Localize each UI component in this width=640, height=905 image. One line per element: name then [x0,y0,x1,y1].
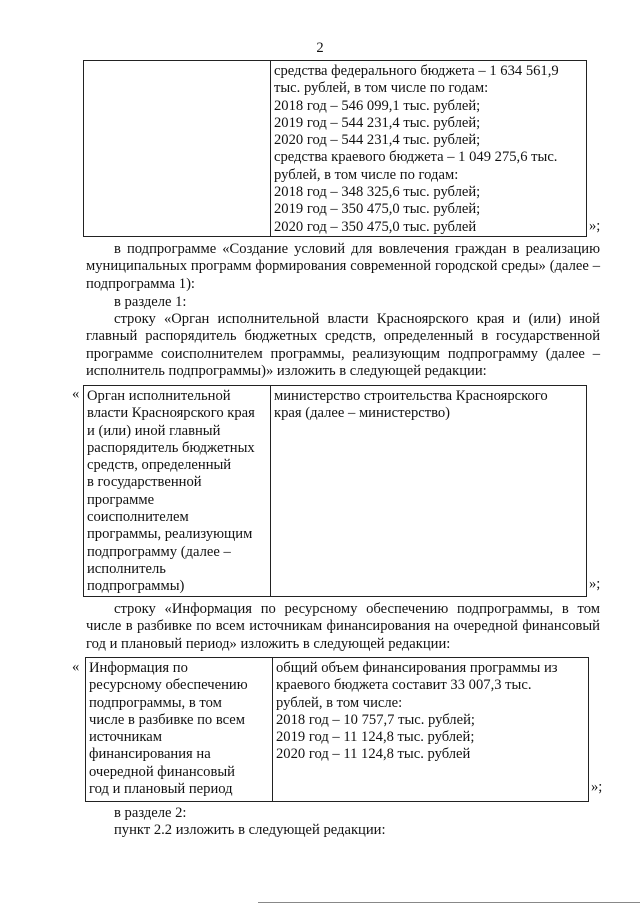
text-line: и (или) иной главный [87,422,221,439]
page-edge-line [258,902,640,903]
paragraph-subprogram: в подпрограмме «Создание условий для вовлечения граждан в реализацию муниципальных программ формирования современной городской среды» (далее – подпрограмма 1): [86,241,600,292]
table-cell-label [86,658,273,802]
text-line: средства краевого бюджета – 1 049 275,6 тыс. [274,149,558,166]
section-2-heading: в разделе 2: [114,805,187,821]
text-line: тыс. рублей, в том числе по годам: [274,80,489,97]
paragraph-row-executor: строку «Орган исполнительной власти Красноярского края и (или) иной главный распорядитель бюджетных средств, определенный в государственной программе соисполнителем программы, реализующим подпрограмму (далее – исполнитель подпрограммы)» изложить в следующей редакции: [86,311,600,379]
executor-table [83,385,587,597]
text-line: краевого бюджета составит 33 007,3 тыс. [276,677,532,694]
text-line: очередной финансовый [89,763,235,780]
text-line: Орган исполнительной [87,388,231,404]
page-number: 2 [316,40,324,56]
text-line: соисполнителем [87,509,189,526]
text-line: общий объем финансирования программы из [276,660,558,676]
text-line: 2019 год – 350 475,0 тыс. рублей; [274,201,481,218]
closing-quote: »; [589,218,601,234]
table-cell-funding [271,61,587,237]
closing-quote: »; [589,576,601,592]
section-1-heading: в разделе 1: [114,294,187,310]
text-line: в государственной [87,474,202,491]
funding-table-continuation [83,60,587,237]
closing-quote: »; [591,779,603,795]
resources-table [85,657,589,802]
table-cell-empty [84,61,271,237]
opening-quote: « [72,659,80,675]
text-line: 2018 год – 348 325,6 тыс. рублей; [274,184,481,201]
text-line: края (далее – министерство) [274,405,451,422]
text-line: средства федерального бюджета – 1 634 561,9 [274,63,559,79]
text-line: 2019 год – 544 231,4 тыс. рублей; [274,114,481,131]
text-line: Информация по [89,660,188,676]
text-line: рублей, в том числе по годам: [274,166,459,183]
text-line: средств, определенный [87,457,232,474]
text-line: числе в разбивке по всем [89,711,246,728]
point-2-2-instruction: пункт 2.2 изложить в следующей редакции: [114,822,386,838]
text-line: программе [87,491,155,508]
text-line: 2018 год – 10 757,7 тыс. рублей; [276,711,475,728]
text-line: 2019 год – 11 124,8 тыс. рублей; [276,729,475,746]
text-line: год и плановый период [89,781,233,798]
text-line: источникам [89,729,162,746]
text-line: власти Красноярского края [87,405,255,422]
table-cell-value [273,658,589,802]
text-line: 2020 год – 11 124,8 тыс. рублей [276,746,471,763]
opening-quote: « [72,386,80,402]
table-cell-label [84,386,271,597]
text-line: подпрограммы, в том [89,694,222,711]
text-line: 2020 год – 544 231,4 тыс. рублей; [274,132,481,149]
paragraph-row-resources: строку «Информация по ресурсному обеспечению подпрограммы, в том числе в разбивке по всем источникам финансирования на очередной финансовый год и плановый период» изложить в следующей редакции: [86,601,600,652]
text-line: распорядитель бюджетных [87,439,255,456]
text-line: исполнитель [87,560,166,577]
text-line: подпрограммы) [87,578,185,595]
table-cell-value [271,386,587,597]
text-line: рублей, в том числе: [276,694,403,711]
text-line: программы, реализующим [87,526,253,543]
text-line: министерство строительства Красноярского [274,388,548,404]
text-line: подпрограмму (далее – [87,543,231,560]
text-line: 2020 год – 350 475,0 тыс. рублей [274,218,477,235]
text-line: финансирования на [89,746,211,763]
text-line: 2018 год – 546 099,1 тыс. рублей; [274,97,481,114]
text-line: ресурсному обеспечению [89,677,248,694]
